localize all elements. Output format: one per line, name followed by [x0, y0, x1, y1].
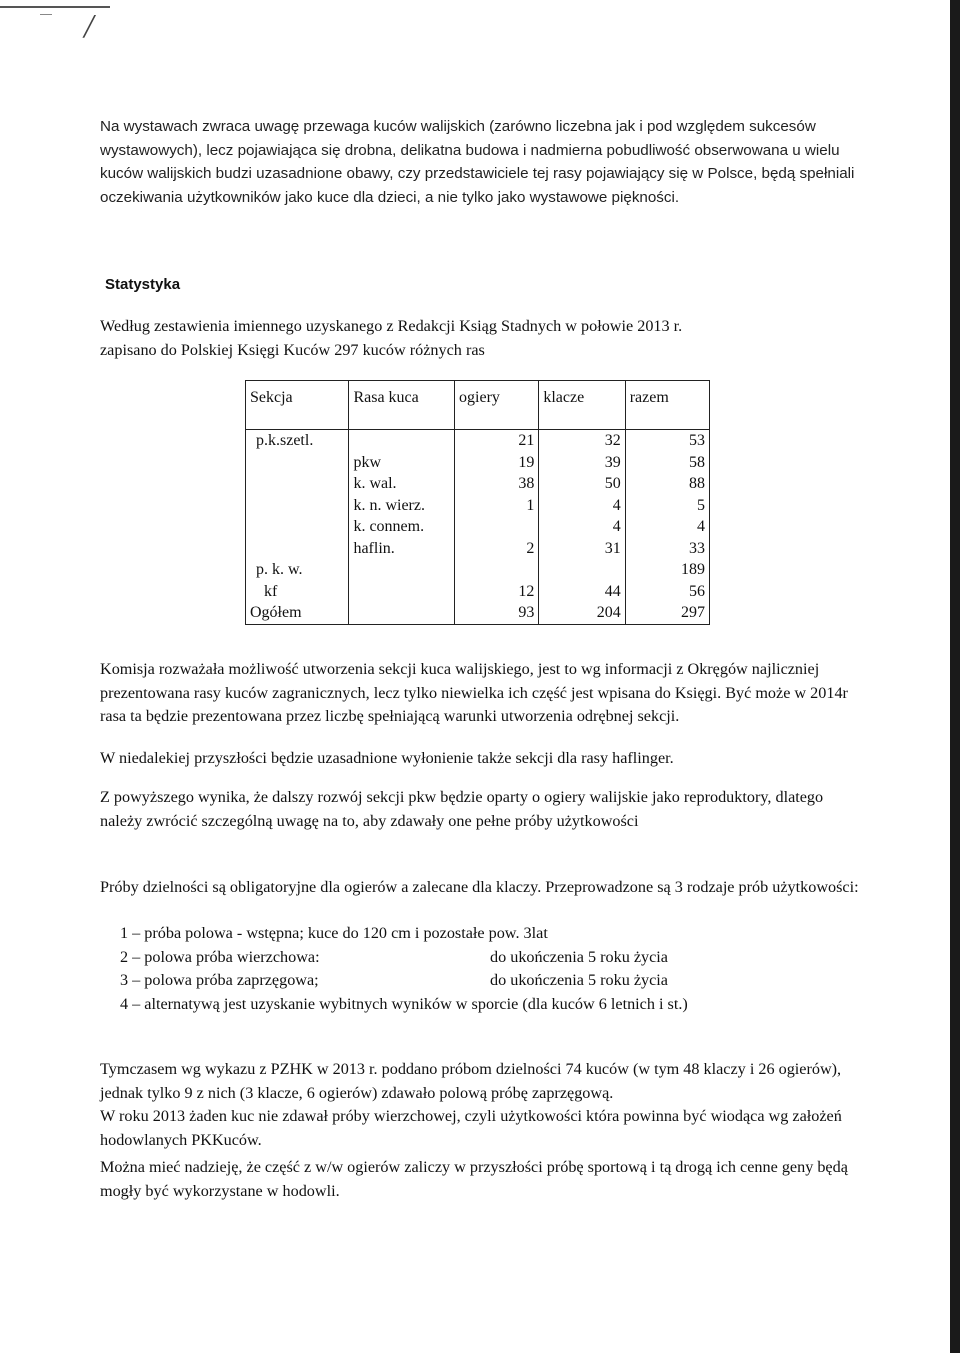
list-item [100, 969, 860, 993]
table-row-total [246, 602, 710, 624]
table-cell-ogiery: 38 [455, 473, 539, 495]
intro-paragraph: Na wystawach zwraca uwagę przewaga kuców walijskich (zarówno liczebna jak i pod względem sukcesów wystawowych), lecz pojawiająca się drobna, delikatna budowa i nadmierna pobudliwość obserwowana u wielu kuców walijskich budzi uzasadnione obawy, czy przedstawiciele tej rasy pojawiający się w Polsce, będą spełniali oczekiwania użytkowników jako kuce dla dzieci, a nie tylko jako wystawowe piękności. [100, 118, 855, 206]
nadzieja-paragraph: Można mieć nadzieję, że część z w/w ogierów zaliczy w przyszłości próbę sportową i tą drogą ich cenne geny będą mogły być wykorzystane w hodowli. [100, 1158, 848, 1200]
stats-line-2: zapisano do Polskiej Księgi Kuców 297 kuców różnych ras [100, 341, 485, 359]
stats-line-1: Według zestawienia imiennego uzyskanego z Redakcji Ksiąg Stadnych w połowie 2013 r. [100, 317, 683, 335]
table-cell-rasa: k. connem. [349, 516, 455, 538]
statistics-table [245, 380, 710, 625]
table-cell-razem: 297 [625, 602, 709, 624]
table-cell-razem: 88 [625, 473, 709, 495]
table-cell-ogiery: 21 [455, 430, 539, 452]
scan-artifact-line [40, 14, 52, 15]
table-row [246, 473, 710, 495]
scan-artifact-line [0, 6, 110, 8]
table-cell-razem: 58 [625, 452, 709, 474]
table-cell-sekcja: kf [246, 581, 349, 603]
pkw-paragraph: Z powyższego wynika, że dalszy rozwój sekcji pkw będzie oparty o ogiery walijskie jako reproduktory, dlatego należy zwrócić szczególną uwagę na to, aby zdawały one pełne próby użytkowości [100, 788, 824, 830]
table-row [246, 430, 710, 452]
section-heading: Statystyka [105, 276, 181, 293]
table-row [246, 559, 710, 581]
komisja-paragraph: Komisja rozważała możliwość utworzenia sekcji kuca walijskiego, jest to wg informacji z Okręgów najliczniej prezentowana rasy kuców zagranicznych, lecz tylko niewielka ich część jest wpisana do Księgi. Być może w 2014r rasa ta będzie prezentowana przez liczbę spełniającą warunki utworzenia odrębnej sekcji. [100, 660, 848, 725]
table-row [246, 452, 710, 474]
table-cell-rasa [349, 581, 455, 603]
table-cell-klacze [539, 559, 625, 581]
table-cell-sekcja: Ogółem [246, 602, 349, 624]
haflinger-paragraph: W niedalekiej przyszłości będzie uzasadnione wyłonienie także sekcji dla rasy haflinger. [100, 749, 674, 767]
proby-intro: Próby dzielności są obligatoryjne dla ogierów a zalecane dla klaczy. Przeprowadzone są 3 rodzaje prób użytkowości: [100, 878, 859, 896]
table-cell-ogiery: 2 [455, 538, 539, 560]
table-cell-sekcja: p. k. w. [246, 559, 349, 581]
table-cell-sekcja: p.k.szetl. [246, 430, 349, 452]
table-cell-razem: 4 [625, 516, 709, 538]
table-header-cell: razem [625, 381, 709, 430]
scan-artifact-mark: / [84, 8, 94, 45]
proby-item-right: do ukończenia 5 roku życia [490, 971, 668, 989]
table-cell-klacze: 44 [539, 581, 625, 603]
table-cell-rasa: haflin. [349, 538, 455, 560]
table-cell-klacze: 50 [539, 473, 625, 495]
table-header-cell: Rasa kuca [349, 381, 455, 430]
table-row [246, 495, 710, 517]
table-cell-ogiery: 19 [455, 452, 539, 474]
table-cell-rasa: pkw [349, 452, 455, 474]
wierzch-paragraph: W roku 2013 żaden kuc nie zdawał próby wierzchowej, czyli użytkowości która powinna być wiodąca wg założeń hodowlanych PKKuców. [100, 1107, 842, 1149]
table-cell-rasa [349, 559, 455, 581]
table-cell-klacze: 39 [539, 452, 625, 474]
table-cell-rasa [349, 430, 455, 452]
proby-item-right: do ukończenia 5 roku życia [490, 947, 668, 966]
table-header-row [246, 381, 710, 430]
table-cell-rasa: k. n. wierz. [349, 495, 455, 517]
table-header-cell: Sekcja [246, 381, 349, 430]
table-cell-ogiery: 93 [455, 602, 539, 624]
table-cell-razem: 56 [625, 581, 709, 603]
table-header-cell: ogiery [455, 381, 539, 430]
proby-item-left: 1 – próba polowa - wstępna; kuce do 120 cm i pozostałe pow. 3lat [120, 924, 548, 942]
table-cell-sekcja [246, 516, 349, 538]
table-cell-sekcja [246, 538, 349, 560]
table-cell-ogiery: 12 [455, 581, 539, 603]
list-item [100, 993, 860, 1017]
table-cell-sekcja [246, 495, 349, 517]
table-row [246, 538, 710, 560]
table-cell-klacze: 204 [539, 602, 625, 624]
scan-artifact-edge [950, 0, 960, 1353]
table-cell-klacze: 32 [539, 430, 625, 452]
table-cell-rasa: k. wal. [349, 473, 455, 495]
table-cell-sekcja [246, 452, 349, 474]
table-cell-razem: 53 [625, 430, 709, 452]
table-row [246, 581, 710, 603]
list-item [100, 922, 860, 946]
proby-list [100, 922, 860, 1016]
table-cell-rasa [349, 602, 455, 624]
table-cell-razem: 189 [625, 559, 709, 581]
list-item [100, 946, 860, 970]
table-cell-ogiery: 1 [455, 495, 539, 517]
proby-item-left: 3 – polowa próba zaprzęgowa; [120, 971, 319, 989]
table-row [246, 516, 710, 538]
table-cell-ogiery [455, 559, 539, 581]
table-cell-sekcja [246, 473, 349, 495]
pzhk-paragraph: Tymczasem wg wykazu z PZHK w 2013 r. poddano próbom dzielności 74 kuców (w tym 48 klaczy i 26 ogierów), jednak tylko 9 z nich (3 klacze, 6 ogierów) zdawało polową próbę zaprzęgową. [100, 1060, 842, 1102]
proby-item-left: 4 – alternatywą jest uzyskanie wybitnych wyników w sporcie (dla kuców 6 letnich i st.) [120, 994, 688, 1013]
table-header-cell: klacze [539, 381, 625, 430]
proby-item-left: 2 – polowa próba wierzchowa: [120, 947, 320, 966]
table-cell-klacze: 4 [539, 495, 625, 517]
table-cell-klacze: 31 [539, 538, 625, 560]
table-cell-klacze: 4 [539, 516, 625, 538]
table-cell-ogiery [455, 516, 539, 538]
table-cell-razem: 33 [625, 538, 709, 560]
table-cell-razem: 5 [625, 495, 709, 517]
